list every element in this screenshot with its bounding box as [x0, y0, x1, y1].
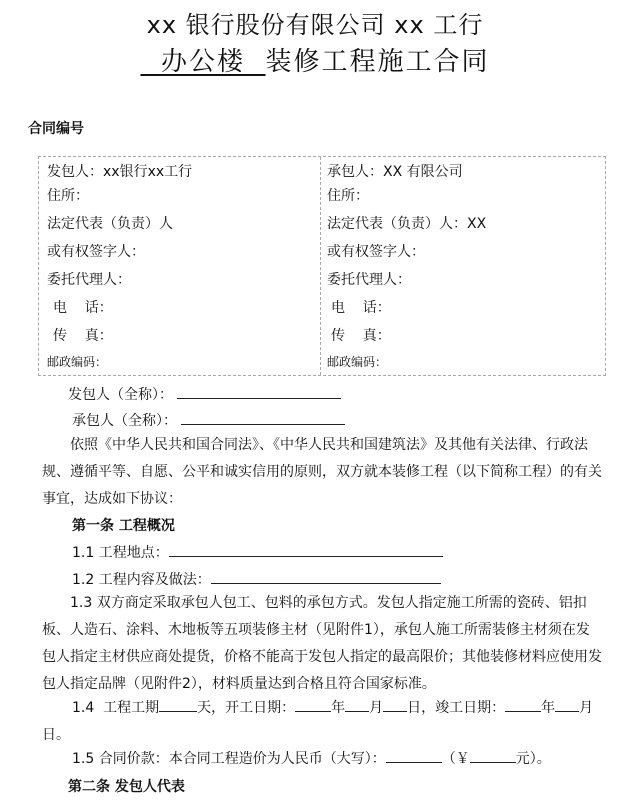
- work-content-blank[interactable]: [211, 569, 441, 584]
- clause-1-1-label: 1.1 工程地点：: [72, 545, 169, 561]
- end-month-blank[interactable]: [555, 697, 579, 712]
- contractor-signatory: 或有权签字人：: [327, 244, 425, 260]
- table-divider: [320, 157, 321, 375]
- clause-1-3: 1.3 双方商定采取承包人包工、包料的承包方式。发包人指定施工所需的瓷砖、铝扣板、人造石、涂料、木地板等五项装修主材（见附件1），承包人施工所需装修主材须在发包人指定主材供应商处提货，价格不能高于发包人指定的最高限价；其他装修材料应使用发包人指定品牌（见附件2），材料质量达到合格且符合国家标准。: [42, 595, 602, 692]
- start-day-blank[interactable]: [383, 697, 407, 712]
- site-location-blank[interactable]: [169, 542, 443, 557]
- clause-1-1: [72, 542, 443, 562]
- employer-fullname-label: 发包人（全称）：: [68, 387, 173, 403]
- contractor-fullname-blank[interactable]: [181, 410, 345, 425]
- end-year-unit: 年: [541, 700, 556, 716]
- employer-agent: 委托代理人：: [47, 272, 131, 288]
- clause-1-4: [72, 697, 593, 717]
- start-year-blank[interactable]: [295, 697, 331, 712]
- employer-fullname-line: [68, 384, 341, 404]
- start-year-unit: 年: [331, 700, 346, 716]
- end-year-blank[interactable]: [505, 697, 541, 712]
- article-2-heading: 第二条 发包人代表: [68, 779, 185, 795]
- end-date-label: 日，竣工日期：: [407, 700, 506, 716]
- start-month-unit: 月: [369, 700, 384, 716]
- employer-name: 发包人：xx银行xx工行: [47, 164, 193, 180]
- document-subtitle: [0, 44, 630, 80]
- contract-number-label: 合同编号: [28, 121, 84, 137]
- contractor-address: 住所：: [327, 188, 369, 204]
- contractor-fullname-line: [72, 410, 345, 430]
- price-in-words-blank[interactable]: [386, 748, 442, 763]
- employer-fullname-blank[interactable]: [177, 384, 341, 399]
- contractor-fax: 传 真：: [331, 328, 391, 344]
- clause-1-5: [72, 748, 551, 768]
- end-month-unit: 月: [579, 700, 594, 716]
- intro-paragraph: 依照《中华人民共和国合同法》、《中华人民共和国建筑法》及其他有关法律、行政法规、遵循平等、自愿、公平和诚实信用的原则，双方就本装修工程（以下简称工程）的有关事宜，达成如下协议：: [42, 437, 602, 507]
- duration-days-blank[interactable]: [159, 697, 197, 712]
- price-figure-suffix: 元）。: [515, 751, 551, 767]
- employer-postcode: 邮政编码：: [47, 355, 108, 369]
- contractor-name: 承包人：XX 有限公司: [327, 164, 463, 180]
- clause-1-4-cont: [42, 724, 70, 744]
- article-1-heading: 第一条 工程概况: [72, 518, 175, 534]
- employer-address: 住所：: [47, 188, 89, 204]
- contractor-agent: 委托代理人：: [327, 272, 411, 288]
- contractor-phone: 电 话：: [331, 300, 391, 316]
- employer-fax: 传 真：: [53, 328, 113, 344]
- contract-price-label: 1.5 合同价款：本合同工程造价为人民币（大写）：: [72, 751, 386, 767]
- employer-signatory: 或有权签字人：: [47, 244, 145, 260]
- document-title: xx 银行股份有限公司 xx 工行: [146, 11, 484, 39]
- clause-1-4-label: 1.4 工程工期: [72, 700, 160, 716]
- contractor-fullname-label: 承包人（全称）：: [72, 413, 177, 429]
- price-in-figures-blank[interactable]: [470, 748, 516, 763]
- end-day-unit: 日。: [42, 727, 70, 743]
- contractor-legal-rep: 法定代表（负责）人：XX: [327, 216, 487, 232]
- project-name-underlined: 办公楼: [140, 47, 266, 77]
- clause-1-2: [72, 569, 441, 589]
- start-date-label: 天，开工日期：: [197, 700, 296, 716]
- employer-phone: 电 话：: [53, 300, 113, 316]
- contractor-postcode: 邮政编码：: [327, 355, 388, 369]
- price-figure-prefix: （￥: [441, 751, 470, 767]
- employer-legal-rep: 法定代表（负责）人: [47, 216, 173, 232]
- start-month-blank[interactable]: [345, 697, 369, 712]
- clause-1-2-label: 1.2 工程内容及做法：: [72, 572, 211, 588]
- parties-table: [38, 156, 606, 376]
- subtitle-rest: 装修工程施工合同: [265, 47, 490, 77]
